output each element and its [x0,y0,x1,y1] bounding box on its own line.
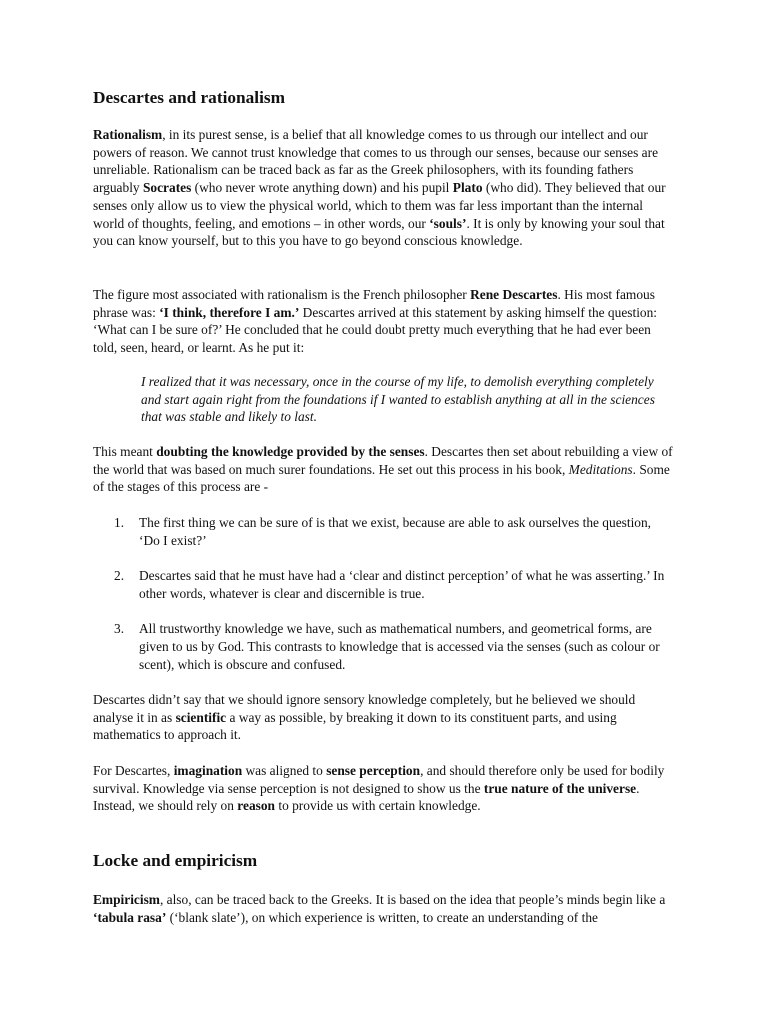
term-rationalism: Rationalism [93,127,163,142]
paragraph-descartes-intro: The figure most associated with rationalism is the French philosopher Rene Descartes. His most famous phrase was: ‘I think, therefore I am.’ Descartes arrived at this statement by asking himself the question: ‘What can I be sure of?’ He concluded that he could doubt pretty much everything that he had ever been told, seen, heard, or learnt. As he put it: [93,287,658,356]
paragraph-doubting: This meant doubting the knowledge provided by the senses. Descartes then set about rebuilding a view of the world that was based on much surer foundations. He set out this process in his book, Meditations. Some of the stages of this process are - [93,444,673,495]
block-quote: I realized that it was necessary, once in the course of my life, to demolish everything completely and start again right from the foundations if I wanted to establish anything at all in the sciences that was stable and likely to last. [141,374,655,425]
paragraph-imagination: For Descartes, imagination was aligned to sense perception, and should therefore only be used for bodily survival. Knowledge via sense perception is not designed to show us the true nature of the universe. Instead, we should rely on reason to provide us with certain knowledge. [93,763,665,814]
numbered-list [93,514,673,691]
list-item: 3. All trustworthy knowledge we have, such as mathematical numbers, and geometrical forms, are given to us by God. This contrasts to knowledge that is accessed via the senses (such as colour or scent), which is obscure and confused. [114,621,660,672]
list-number: 1. [114,515,125,530]
list-item: 2. Descartes said that he must have had a ‘clear and distinct perception’ of what he was asserting.’ In other words, whatever is clear and discernible is true. [114,568,665,601]
list-number: 3. [114,621,125,637]
section-heading-descartes: Descartes and rationalism [93,88,285,107]
list-item: 1. The first thing we can be sure of is that we exist, because are able to ask ourselves the question, ‘Do I exist?’ [114,515,652,548]
term-empiricism: Empiricism [93,892,160,907]
list-number: 2. [114,568,125,584]
paragraph-rationalism: Rationalism, in its purest sense, is a belief that all knowledge comes to us through our intellect and our powers of reason. We cannot trust knowledge that comes to us through our senses, because our senses are unreliable. Rationalism can be traced back as far as the Greek philosophers, with its founding fathers arguably Socrates (who never wrote anything down) and his pupil Plato (who did). They believed that our senses only allow us to view the physical world, which to them was far less important than the internal world of thoughts, feeling, and emotions – in other words, our ‘souls’. It is only by knowing your soul that you can know yourself, but to this you have to go beyond conscious knowledge. [93,127,666,249]
paragraph-sensory-knowledge: Descartes didn’t say that we should ignore sensory knowledge completely, but he believed we should analyse it in as scientific a way as possible, by breaking it down to its constituent parts, and using mathematics to approach it. [93,692,636,743]
paragraph-empiricism: Empiricism, also, can be traced back to the Greeks. It is based on the idea that people’s minds begin like a ‘tabula rasa’ (‘blank slate’), on which experience is written, to create an understanding of the [93,892,666,925]
section-heading-locke: Locke and empiricism [93,851,258,870]
